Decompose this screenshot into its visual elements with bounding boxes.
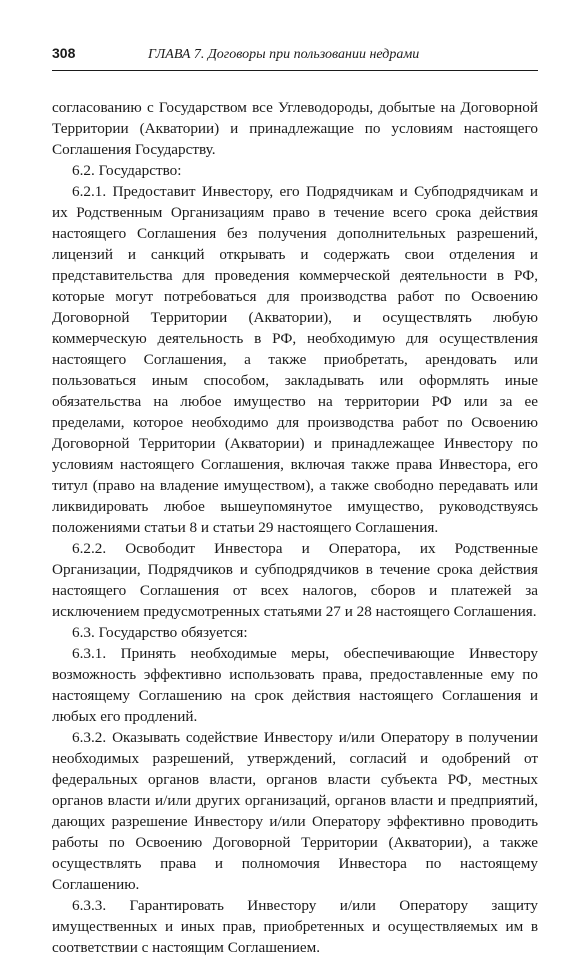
paragraph-6-3: 6.3. Государство обязуется:	[72, 624, 248, 641]
page-body	[52, 97, 538, 958]
paragraph-continuation: согласованию с Государством все Углеводороды, добытые на Договорной Территории (Акватории) и принадлежащие по условиям настоящего Соглашения Государству.	[52, 99, 538, 158]
paragraph-6-3-2: 6.3.2. Оказывать содействие Инвестору и/или Оператору в получении необходимых разрешений, утверждений, согласий и одобрений от федеральных органов власти, органов власти субъекта РФ, местных органов власти и/или других организаций, органов власти и предприятий, дающих разрешение Инвестору и/или Оператору эффективно проводить работы по Освоению Договорной Территории (Акватории), а также осуществлять права и полномочия Инвестора по настоящему Соглашению.	[52, 729, 538, 893]
paragraph-6-3-3: 6.3.3. Гарантировать Инвестору и/или Оператору защиту имущественных и иных прав, приобретенных и осуществляемых им в соответствии с настоящим Соглашением.	[52, 897, 538, 956]
paragraph-6-2-2: 6.2.2. Освободит Инвестора и Оператора, их Родственные Организации, Подрядчиков и субподрядчиков в течение срока действия настоящего Соглашения от всех налогов, сборов и платежей за исключением предусмотренных статьями 27 и 28 настоящего Соглашения.	[52, 540, 538, 620]
paragraph-6-2: 6.2. Государство:	[72, 162, 182, 179]
paragraph-6-3-1: 6.3.1. Принять необходимые меры, обеспечивающие Инвестору возможность эффективно использовать права, предоставленные ему по настоящему Соглашению на срок действия настоящего Соглашения и любых его продлений.	[52, 645, 538, 725]
paragraph-6-2-1: 6.2.1. Предоставит Инвестору, его Подрядчикам и Субподрядчикам и их Родственным Организациям право в течение всего срока действия настоящего Соглашения без получения дополнительных разрешений, лицензий и санкций открывать и содержать свои отделения и представительства для проведения коммерческой деятельности в РФ, которые могут потребоваться для производства работ по Освоению Договорной Территории (Акватории), и осуществлять любую коммерческую деятельность в РФ, необходимую для осуществления настоящего Соглашения, а также приобретать, арендовать или пользоваться иным способом, закладывать или оформлять иные обязательства на любое имущество на территории РФ или за ее пределами, которое необходимо для производства работ по Освоению Договорной Территории (Акватории) и принадлежащее Инвестору по условиям настоящего Соглашения, включая также права Инвестора, его титул (право на владение имуществом), а также свободно передавать или ликвидировать любое вышеупомянутое имущество, руководствуясь положениями статьи 8 и статьи 29 настоящего Соглашения.	[52, 183, 538, 536]
page-header	[52, 44, 538, 71]
book-page	[52, 44, 538, 958]
running-head: ГЛАВА 7. Договоры при пользовании недрами	[148, 47, 420, 62]
page-number: 308	[52, 45, 76, 61]
